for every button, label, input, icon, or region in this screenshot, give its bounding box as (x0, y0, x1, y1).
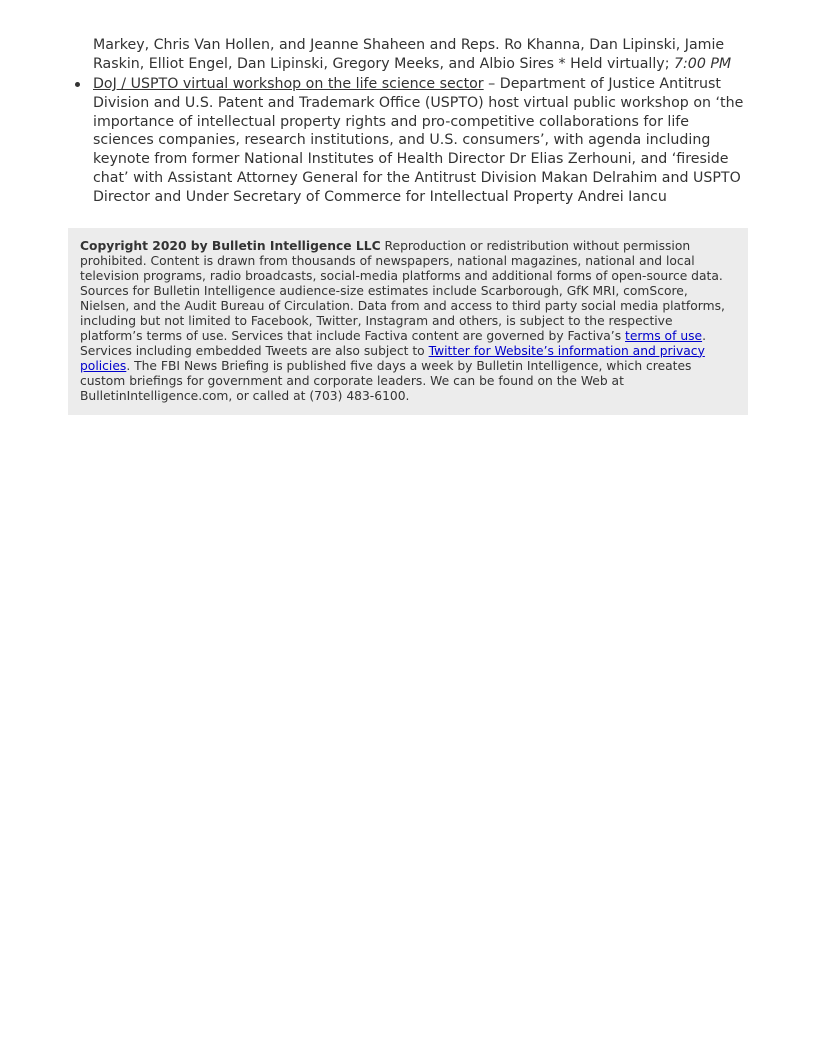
event-continuation-text: Markey, Chris Van Hollen, and Jeanne Shaheen and Reps. Ro Khanna, Dan Lipinski, Jamie Raskin, Elliot Engel, Dan Lipinski, Gregory Meeks, and Albio Sires * Held virtually; (93, 37, 725, 72)
terms-of-use-link[interactable]: terms of use (625, 328, 703, 343)
copyright-notice (68, 228, 748, 415)
event-link[interactable]: DoJ / USPTO virtual workshop on the life science sector (93, 76, 484, 92)
list-item (68, 75, 748, 207)
document-content (68, 36, 748, 415)
copyright-heading: Copyright 2020 by Bulletin Intelligence LLC (80, 238, 381, 253)
copyright-text: . Services including embedded Tweets are also subject to (80, 328, 707, 358)
copyright-text: Reproduction or redistribution without permission prohibited. Content is drawn from thousands of newspapers, national magazines, national and local television programs, radio broadcasts, social-media platforms and additional forms of open-source data. Sources for Bulletin Intelligence audience-size estimates include Scarborough, GfK MRI, comScore, Nielsen, and the Audit Bureau of Circulation. Data from and access to third party social media platforms, including but not limited to Facebook, Twitter, Instagram and others, is subject to the respective platform’s terms of use. Services that include Factiva content are governed by Factiva’s (80, 238, 725, 343)
event-continuation (93, 36, 748, 74)
event-time: 7:00 PM (674, 56, 732, 72)
twitter-policy-link[interactable]: Twitter for Website’s information and privacy policies (80, 343, 705, 373)
event-list (68, 75, 748, 207)
event-description: – Department of Justice Antitrust Division and U.S. Patent and Trademark Office (USPTO) host virtual public workshop on ‘the importance of intellectual property rights and pro-competitive collaborations for life sciences companies, research institutions, and U.S. consumers’, with agenda including keynote from former National Institutes of Health Director Dr Elias Zerhouni, and ‘fireside chat’ with Assistant Attorney General for the Antitrust Division Makan Delrahim and USPTO Director and Under Secretary of Commerce for Intellectual Property Andrei Iancu (93, 76, 744, 205)
bullet-icon (75, 82, 80, 87)
copyright-text: . The FBI News Briefing is published five days a week by Bulletin Intelligence, which creates custom briefings for government and corporate leaders. We can be found on the Web at BulletinIntelligence.com, or called at (703) 483-6100. (80, 358, 692, 403)
